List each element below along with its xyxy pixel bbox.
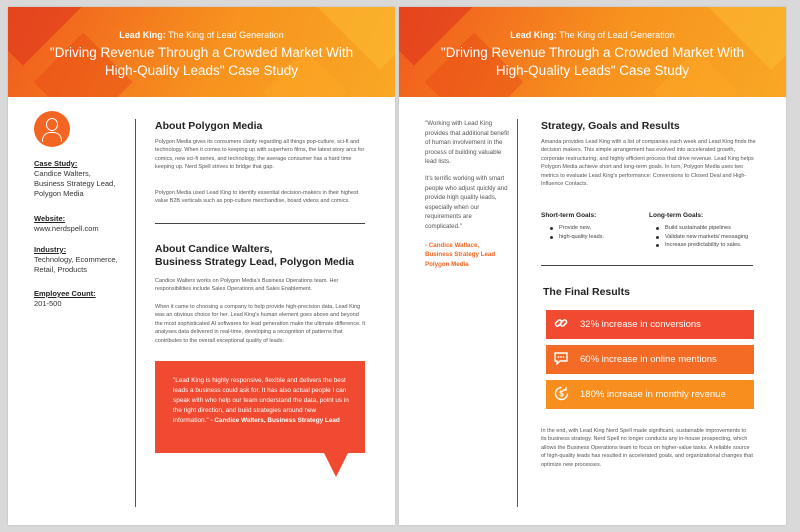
about-title: About Polygon Media xyxy=(155,120,263,132)
header-banner xyxy=(8,7,395,97)
result-revenue: $ 180% increase in monthly revenue xyxy=(546,380,754,409)
about-paragraph-1: Polygon Media gives its consumers clarity regarding all things pop-culture, sci-fi and technology. When it comes to keeping up with superhero films, the latest story arcs for comics, new sci-fi series, and technology, the average consumer has a hard time keeping up. Nerd Spell strives to bridge that gap. xyxy=(155,139,365,171)
banner-headline: "Driving Revenue Through a Crowded Market With High-Quality Leads" Case Study xyxy=(49,45,354,78)
section-divider xyxy=(155,223,365,224)
quote-tail xyxy=(324,453,348,477)
chat-icon xyxy=(546,351,576,368)
user-icon xyxy=(34,111,70,147)
about-paragraph-2: Polygon Media used Lead King to identify essential decision-makers in their highest value B2B verticals such as pop-culture merchandise, board videos and comics. xyxy=(155,190,359,205)
results-title: The Final Results xyxy=(543,286,630,298)
candice-paragraph-2: When it came to choosing a company to help provide high-precision data, Lead King was an obvious choice for her. Lead King's human element goes above and beyond the most sophisticated AI softwares for lead generation make the ultimate difference. It analyses data delivered in real-time, developing a recognition of patterns that contributes to the overall exceptional quality of leads. xyxy=(155,304,366,344)
list-item: Validate new markets/ messaging xyxy=(655,233,765,242)
banner-headline: "Driving Revenue Through a Crowded Market With High-Quality Leads" Case Study xyxy=(440,45,745,78)
long-term-list xyxy=(655,224,765,250)
industry-info: Industry: Technology, Ecommerce, Retail, Products xyxy=(34,245,118,274)
page-two xyxy=(399,7,786,525)
result-mentions: 60% increase in online mentions xyxy=(546,345,754,374)
header-banner xyxy=(399,7,786,97)
strategy-paragraph: Amanda provides Lead King with a list of companies each week and Lead King finds the decision makers. This simple arrangement has evolved into accelerated growth, corporate restructuring, and highly efficient process that drive revenue. Lead King helps Polygon Media achieve short and long-term goals. In turn, Polygon Media uses two metrics to evaluate Lead King's performance: Conversions to Closed Deal and High-Influence Contacts. xyxy=(541,139,756,188)
section-divider xyxy=(541,265,753,266)
short-term-list xyxy=(549,224,644,241)
dollar-icon xyxy=(546,386,576,404)
column-divider xyxy=(517,119,518,507)
candice-title: About Candice Walters, Business Strategy Lead, Polygon Media xyxy=(155,243,354,268)
list-item: Provide new, xyxy=(549,224,644,233)
list-item: Increase predictability to sales. xyxy=(655,241,765,250)
strategy-title: Strategy, Goals and Results xyxy=(541,120,680,132)
link-icon xyxy=(546,316,576,333)
banner-kicker: Lead King: The King of Lead Generation xyxy=(119,30,284,40)
case-study-info: Case Study: Candice Walters, Business Strategy Lead, Polygon Media xyxy=(34,159,116,198)
long-term-title: Long-term Goals: xyxy=(649,212,704,219)
result-conversions: 32% increase in conversions xyxy=(546,310,754,339)
column-divider xyxy=(135,119,136,507)
testimonial-quote: "Lead King is highly responsive, flexible and delivers the best leads a business could ask for. It has also actual people I can speak with who help our team understand the data, point us in the right direction, and build strategies around new information." - Candice Walters, Business Strategy Lead xyxy=(155,361,365,453)
banner-kicker: Lead King: The King of Lead Generation xyxy=(510,30,675,40)
list-item: Build sustainable pipelines xyxy=(655,224,765,233)
website-info: Website: www.nerdspell.com xyxy=(34,214,99,233)
candice-paragraph-1: Candice Walters works on Polygon Media's Business Operations team. Her responsibilities include Sales Operations and Sales Enablement. xyxy=(155,278,339,293)
closing-paragraph: In the end, with Lead King Nerd Spell made significant, sustainable improvements to its business strategy. Nerd Spell no longer conducts any in-house prospecting, which allows the Business Operations team to focus on higher-value tasks. A reliable source of high-quality leads has resulted in accelerated goals, and organizational changes that optimize new processes. xyxy=(541,428,753,468)
svg-text:$: $ xyxy=(558,389,564,398)
employee-info: Employee Count: 201-500 xyxy=(34,289,96,308)
page-one xyxy=(8,7,395,525)
pull-quote: "Working with Lead King provides that additional benefit of human involvement in the process of building valuable lead lists. It's terrific working with smart people who adjust quickly and provide high quality leads, especially when our requirements are complicated." - Candice Wallace, Business Strategy Lead Polygon Media xyxy=(425,120,509,268)
short-term-title: Short-term Goals: xyxy=(541,212,597,219)
list-item: high-quality leads. xyxy=(549,233,644,242)
